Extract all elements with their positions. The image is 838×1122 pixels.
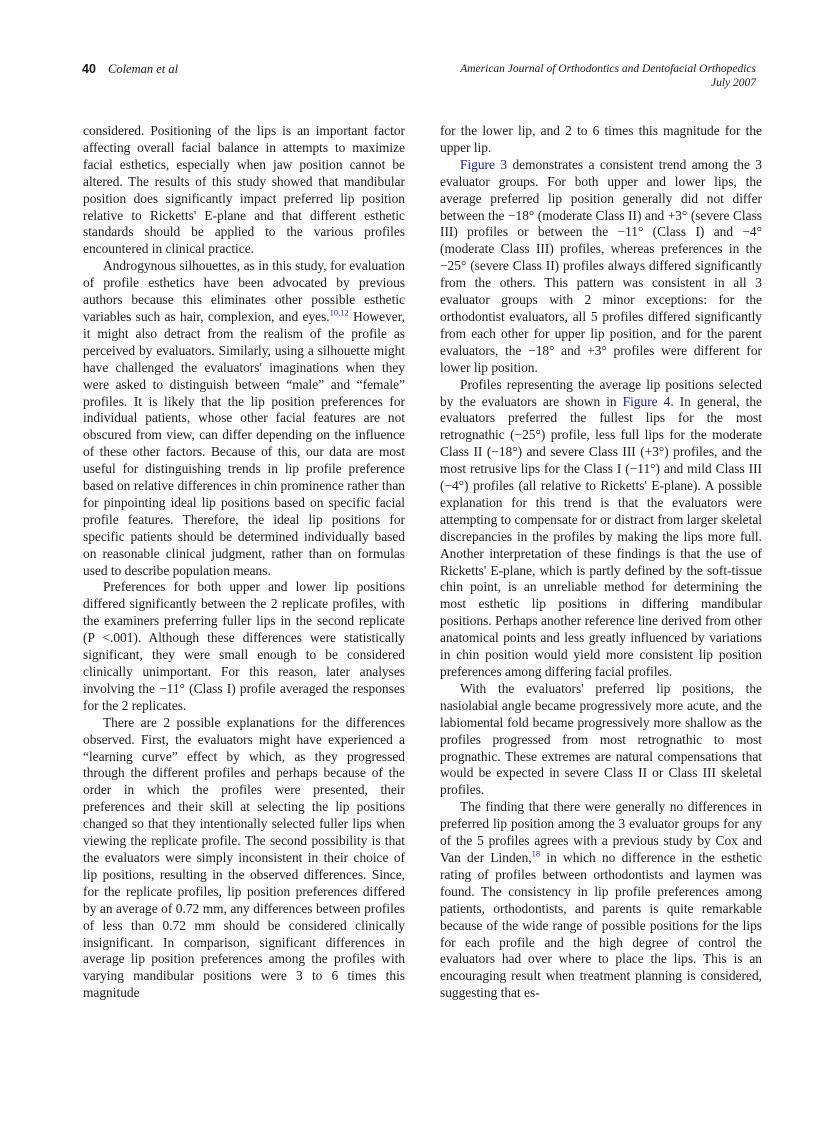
paragraph	[440, 799, 762, 1002]
figure-3-link[interactable]: Figure 3	[460, 156, 508, 172]
text: Profiles representing the average lip positions selected by the evaluators are shown in	[440, 376, 762, 409]
text: The finding that there were generally no differences in preferred lip position among the 3 evaluator groups for any of the 5 profiles agrees with a previous study by Cox and Van der Linden,	[440, 799, 762, 865]
left-column	[83, 123, 405, 1002]
page-header	[82, 62, 756, 102]
citation-link[interactable]: 18	[531, 848, 541, 859]
paragraph: Preferences for both upper and lower lip positions differed significantly between the 2 replicate profiles, with the examiners preferring fuller lips in the second replicate (P <.001). Although these differences were statistically significant, they were small enough to be considered clinically unimportant. For this reason, later analyses involving the −11° (Class I) profile averaged the responses for the 2 replicates.	[83, 579, 405, 713]
running-author: Coleman et al	[108, 62, 179, 76]
issue-date: July 2007	[710, 77, 756, 89]
journal-info	[460, 62, 756, 90]
paragraph: With the evaluators' preferred lip positions, the nasiolabial angle became progressively more acute, and the labiomental fold became progressively more shallow as the profiles progressed from most retrognathic to most prognathic. These extremes are natural compensations that would be expected in severe Class II or Class III skeletal profiles.	[440, 680, 762, 798]
paragraph	[440, 157, 762, 377]
journal-name: American Journal of Orthodontics and Dentofacial Orthopedics	[460, 63, 756, 75]
page-number: 40	[82, 62, 96, 76]
text: demonstrates a consistent trend among the 3 evaluator groups. For both upper and lower lips, the average preferred lip position generally did not differ between the −18° (moderate Class II) and +3° (severe Class III) profiles or between the −11° (Class I) and −4° (moderate Class III) profiles, whereas preferences in the −25° (severe Class II) profiles always differed significantly from the others. This pattern was consistent in all 3 evaluator groups with 2 minor exceptions: for the orthodontist evaluators, all 5 profiles differed significantly from each other for upper lip position, and for the parent evaluators, the −18° and +3° profiles were different for lower lip position.	[440, 156, 762, 375]
right-column	[440, 123, 762, 1002]
paragraph	[83, 258, 405, 579]
paragraph: considered. Positioning of the lips is an important factor affecting overall facial balance in attempts to maximize facial esthetics, especially when jaw position cannot be altered. The results of this study showed that mandibular position does significantly impact preferred lip position relative to Ricketts' E-plane and that different esthetic standards should be applied to the various profiles encountered in clinical practice.	[83, 123, 405, 257]
citation-link[interactable]: 10,12	[329, 307, 349, 318]
paragraph	[440, 377, 762, 681]
text: . In general, the evaluators preferred the fullest lips for the most retrognathic (−25°) profile, less full lips for the moderate Class II (−18°) and severe Class III (+3°) profiles, and the most retrusive lips for the Class I (−11°) and mild Class III (−4°) profiles (all relative to Ricketts' E-plane). A possible explanation for this trend is that the evaluators were attempting to compensate for or distract from larger skeletal discrepancies in the profiles by making the lips more full. Another interpretation of these findings is that the use of Ricketts' E-plane, which is partly defined by the soft-tissue chin point, is an unreliable method for determining the most esthetic lip positions in differing mandibular positions. Perhaps another reference line derived from other anatomical points and less greatly influenced by variations in chin position would yield more consistent lip position preferences among differing facial profiles.	[440, 393, 763, 679]
paragraph: There are 2 possible explanations for the differences observed. First, the evaluators might have experienced a “learning curve” effect by which, as they progressed through the different profiles and perhaps because of the order in which the profiles were presented, their preferences and their skill at selecting the lip positions changed so that they intentionally selected fuller lips when viewing the replicate profile. The second possibility is that the evaluators were simply inconsistent in their choice of lip positions, resulting in the observed differences. Since, for the replicate profiles, lip position preferences differed by an average of 0.72 mm, any differences between profiles of less than 0.72 mm should be considered clinically insignificant. In comparison, significant differences in average lip position preferences among the profiles with varying mandibular positions were 3 to 6 times this magnitude	[83, 714, 405, 1001]
text: However, it might also detract from the realism of the profile as perceived by evaluators. Similarly, using a silhouette might have challenged the evaluators' imaginations when they were asked to distinguish between “male” and “female” profiles. It is likely that the lip position preferences for individual patients, whose other facial features are not obscured from view, can differ depending on the influence of these other factors. Because of this, our data are most useful for distinguishing trends in lip profile preference based on relative differences in chin prominence rather than for pinpointing ideal lip positions based on specific facial profile features. Therefore, the ideal lip positions for specific patients should be determined individually based on reasonable clinical judgment, rather than on formulas used to describe population means.	[83, 308, 405, 578]
text: in which no difference in the esthetic rating of profiles between orthodontists and laymen was found. The consistency in lip profile preferences among patients, orthodontists, and parents is quite remarkable because of the wide range of possible positions for the lips for each profile and the high degree of control the evaluators had over where to place the lips. This is an encouraging result when treatment planning is considered, suggesting that es-	[440, 849, 762, 1001]
text: Androgynous silhouettes, as in this study, for evaluation of profile esthetics have been advocated by previous authors because this eliminates other possible esthetic variables such as hair, complexion, and eyes.	[83, 258, 405, 324]
paragraph: for the lower lip, and 2 to 6 times this magnitude for the upper lip.	[440, 123, 762, 155]
figure-4-link[interactable]: Figure 4	[622, 393, 671, 409]
